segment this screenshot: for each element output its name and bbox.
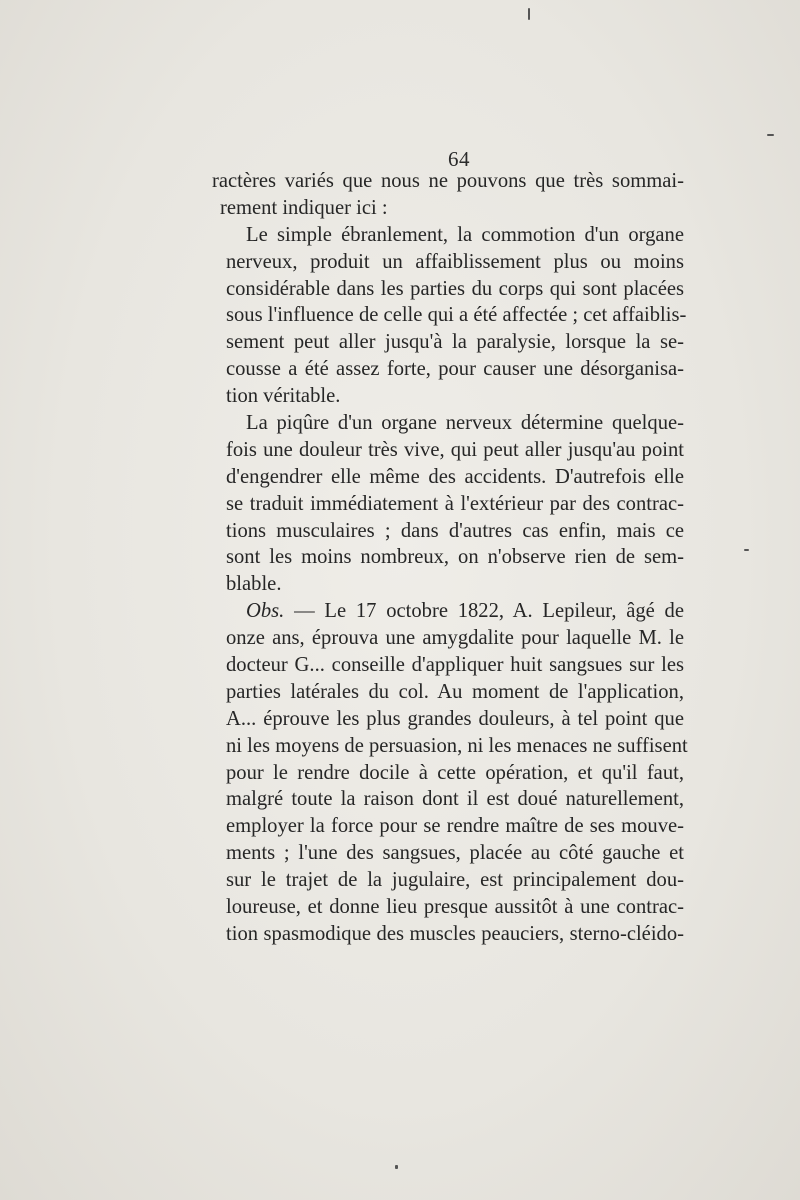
page-number: 64 — [448, 147, 470, 171]
body-text — [212, 168, 688, 948]
text-line: docteur G... conseille d'appliquer huit sangsues sur les — [226, 654, 684, 677]
text-line: tion spasmodique des muscles peauciers, sterno-cléido- — [226, 922, 684, 945]
observation-first-line — [226, 598, 684, 625]
ink-speck — [395, 1165, 398, 1169]
text-line: A... éprouve les plus grandes douleurs, à tel point que — [226, 707, 684, 730]
ink-speck — [767, 134, 774, 136]
text-line: ni les moyens de persuasion, ni les menaces ne suffisent — [226, 734, 688, 757]
ink-speck — [744, 549, 749, 551]
text-line: rement indiquer ici : — [220, 196, 388, 219]
obs-label: Obs. — [246, 600, 285, 623]
paragraph-first-line: La piqûre d'un organe nerveux détermine quelque- — [246, 412, 684, 435]
text-line: onze ans, éprouva une amygdalite pour laquelle M. le — [226, 627, 684, 650]
text-line: se traduit immédiatement à l'extérieur par des contrac- — [226, 492, 684, 515]
text-line: parties latérales du col. Au moment de l'application, — [226, 680, 684, 703]
text-line: sous l'influence de celle qui a été affectée ; cet affaiblis- — [226, 304, 687, 327]
text-line: cousse a été assez forte, pour causer une désorganisa- — [226, 358, 684, 381]
text-line: sur le trajet de la jugulaire, est principalement dou- — [226, 869, 684, 892]
text-line: ractères variés que nous ne pouvons que très sommai- — [212, 170, 684, 192]
text-line: loureuse, et donne lieu presque aussitôt à une contrac- — [226, 896, 684, 919]
text-line: considérable dans les parties du corps qui sont placées — [226, 277, 684, 300]
ink-speck — [528, 8, 530, 20]
text-line: sont les moins nombreux, on n'observe rien de sem- — [226, 546, 684, 569]
text-line: employer la force pour se rendre maître de ses mouve- — [226, 815, 684, 838]
text-line: fois une douleur très vive, qui peut aller jusqu'au point — [226, 438, 684, 461]
text-line: sement peut aller jusqu'à la paralysie, lorsque la se- — [226, 331, 684, 354]
text-line: blable. — [226, 573, 282, 596]
text-line: ments ; l'une des sangsues, placée au côté gauche et — [226, 842, 684, 865]
observation-text: — Le 17 octobre 1822, A. Lepileur, âgé de — [294, 600, 684, 623]
text-line: malgré toute la raison dont il est doué naturellement, — [226, 788, 684, 811]
text-line: d'engendrer elle même des accidents. D'autrefois elle — [226, 465, 684, 488]
text-line: pour le rendre docile à cette opération, et qu'il faut, — [226, 761, 684, 784]
text-line: tions musculaires ; dans d'autres cas enfin, mais ce — [226, 519, 684, 542]
paragraph-first-line: Le simple ébranlement, la commotion d'un organe — [246, 223, 684, 246]
text-line: nerveux, produit un affaiblissement plus ou moins — [226, 250, 684, 273]
text-line: tion véritable. — [226, 385, 341, 408]
